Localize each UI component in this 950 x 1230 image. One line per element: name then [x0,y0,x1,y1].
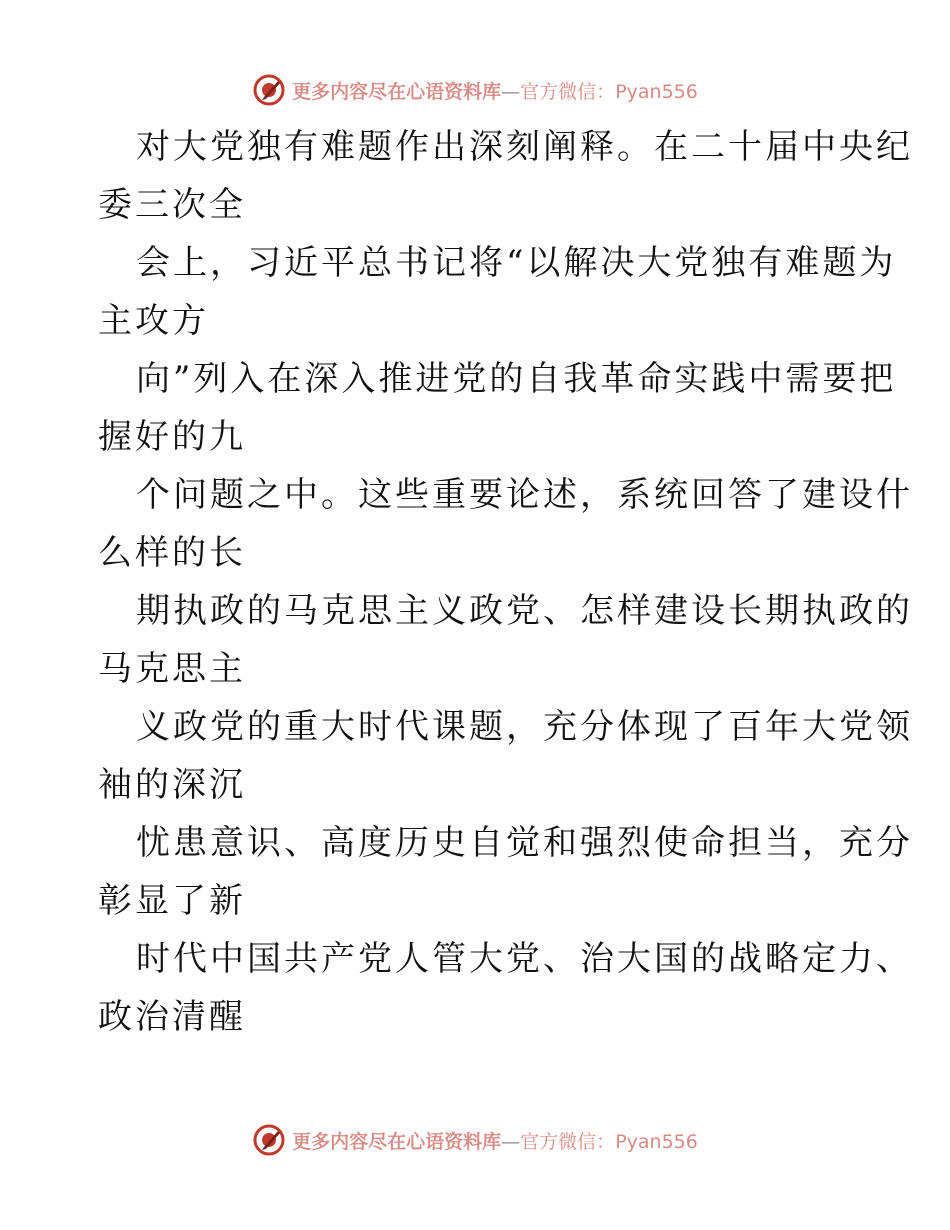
text-line: 义政党的重大时代课题，充分体现了百年大党领 [136,707,913,747]
text-line: 彰显了新 [98,881,246,921]
footer-wechat-id: Pyan556 [615,1130,698,1153]
header-wechat-label: 官方微信： [520,80,616,103]
footer-brand-text: 更多内容尽在心语资料库 [292,1130,502,1153]
text-line: 忧患意识、高度历史自觉和强烈使命担当，充分 [136,823,913,863]
text-line: 么样的长 [98,533,246,573]
footer-dash: — [501,1130,521,1153]
paragraph-block [98,698,913,814]
text-line: 握好的九 [98,417,246,457]
document-body [98,118,913,1046]
text-line: 对大党独有难题作出深刻阐释。在二十届中央纪 [136,127,913,167]
paragraph-block [98,234,897,350]
text-line: 期执政的马克思主义政党、怎样建设长期执政的 [136,591,913,631]
footer-text [292,1127,698,1154]
header-brand-text: 更多内容尽在心语资料库 [292,80,502,103]
footer-wechat-label: 官方微信： [520,1130,616,1153]
text-line: 马克思主 [98,649,246,689]
paragraph-block [98,930,913,1046]
text-line: 向”列入在深入推进党的自我革命实践中需要把 [136,359,897,399]
text-line: 袖的深沉 [98,765,246,805]
paragraph-block [98,582,913,698]
text-line: 个问题之中。这些重要论述，系统回答了建设什 [136,475,913,515]
text-line: 委三次全 [98,185,246,225]
text-line: 主攻方 [98,301,209,341]
header-text [292,77,698,104]
text-line: 政治清醒 [98,997,246,1037]
text-line: 会上，习近平总书记将“以解决大党独有难题为 [136,243,897,283]
header-banner [0,70,950,110]
paragraph-block [98,118,913,234]
brand-logo-icon [252,1123,286,1157]
footer-banner [0,1120,950,1160]
brand-logo-icon [252,73,286,107]
paragraph-block [98,350,897,466]
paragraph-block [98,466,913,582]
header-dash: — [501,80,521,103]
header-wechat-id: Pyan556 [615,80,698,103]
paragraph-block [98,814,913,930]
text-line: 时代中国共产党人管大党、治大国的战略定力、 [136,939,913,979]
